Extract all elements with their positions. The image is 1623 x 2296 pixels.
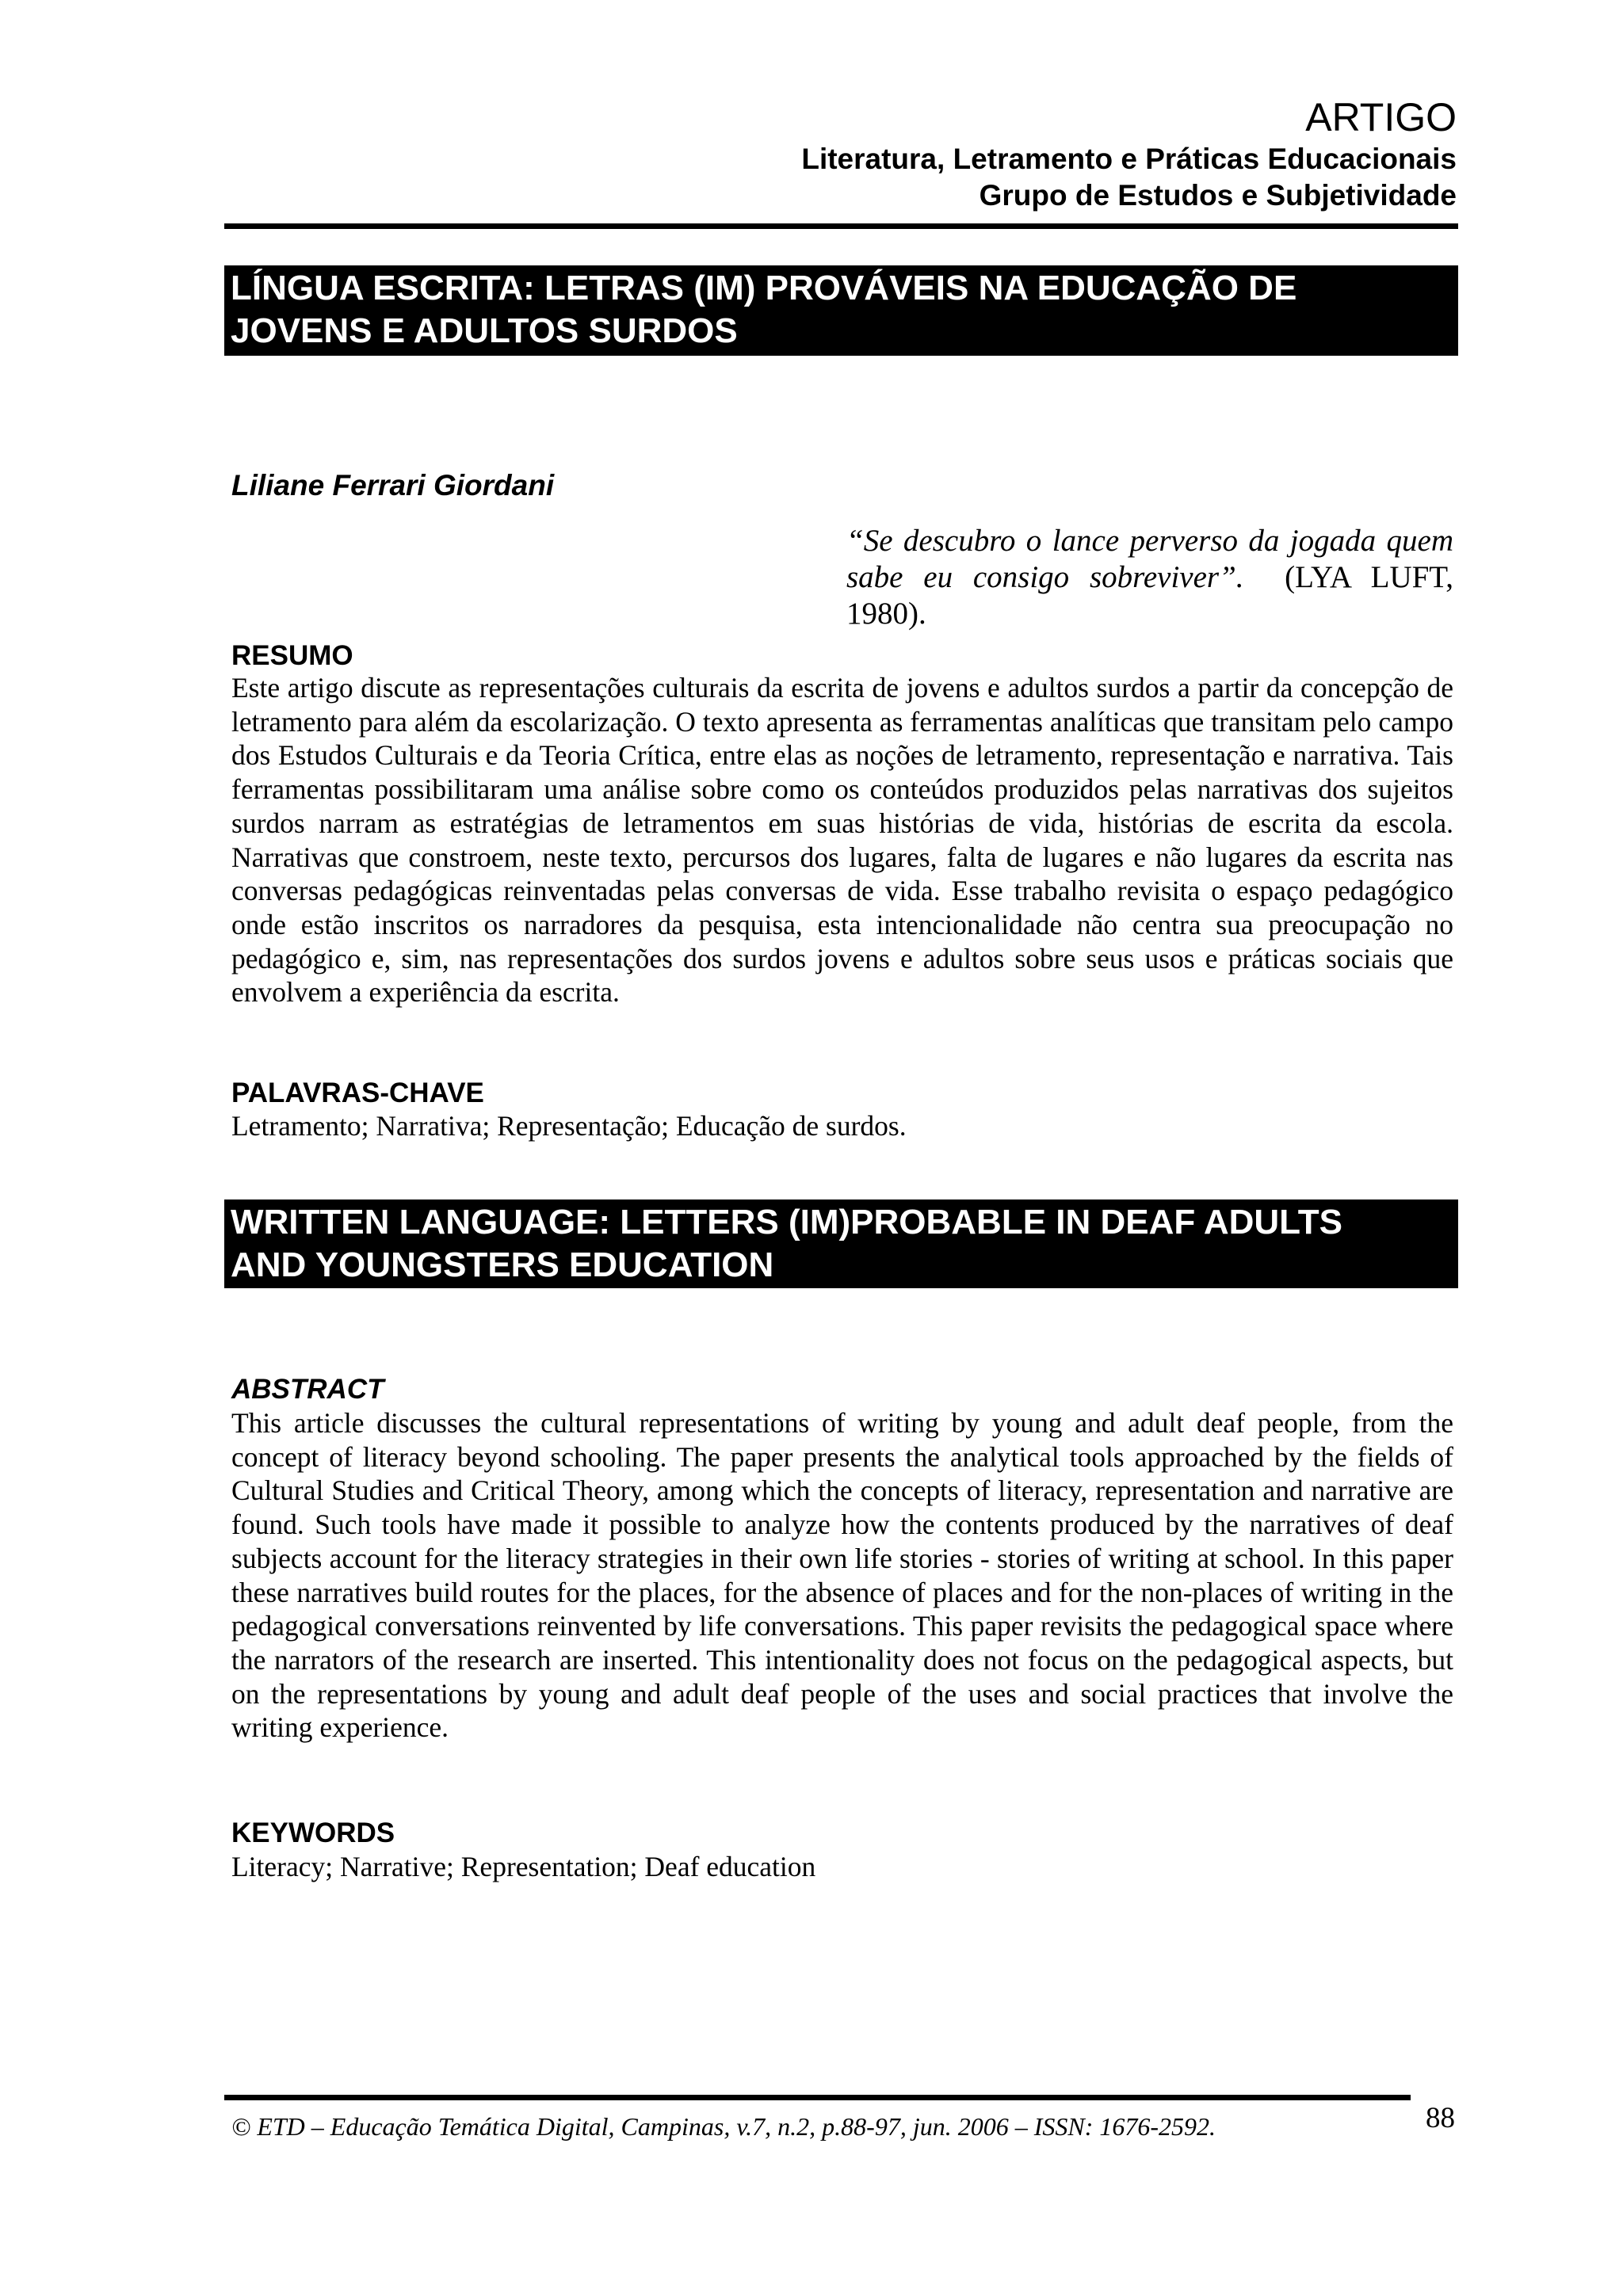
- abstract-text: This article discusses the cultural representations of writing by young and adult deaf people, from the concept of literacy beyond schooling. The paper presents the analytical tools approached by the fields of Cultural Studies and Critical Theory, among which the concepts of literacy, representation and narrative are found. Such tools have made it possible to analyze how the contents produced by the narratives of deaf subjects account for the literacy strategies in their own life stories - stories of writing at school. In this paper these narratives build routes for the places, for the absence of places and for the non-places of writing in the pedagogical conversations reinvented by life conversations. This paper revisits the pedagogical space where the narrators of the research are inserted. This intentionality does not focus on the pedagogical aspects, but on the representations by young and adult deaf people of the uses and social practices that involve the writing experience.: [231, 1407, 1453, 1744]
- palavras-chave-text: Letramento; Narrativa; Representação; Educação de surdos.: [231, 1110, 907, 1142]
- title-portuguese: [224, 265, 1458, 356]
- title-english: [224, 1199, 1458, 1288]
- epigraph-quote: “Se descubro o lance perverso da jogada quem sabe eu consigo sobreviver”.: [846, 524, 1453, 594]
- title-english-line1: WRITTEN LANGUAGE: LETTERS (IM)PROBABLE IN DEAF ADULTS: [231, 1203, 1343, 1241]
- section-subtitle: Literatura, Letramento e Práticas Educacionais: [801, 143, 1457, 175]
- abstract-heading: ABSTRACT: [231, 1374, 384, 1405]
- page-number: 88: [1426, 2102, 1455, 2134]
- article-type-label: ARTIGO: [1305, 95, 1457, 139]
- title-english-line2: AND YOUNGSTERS EDUCATION: [231, 1245, 774, 1284]
- palavras-chave-heading: PALAVRAS-CHAVE: [231, 1077, 484, 1108]
- title-portuguese-line2: JOVENS E ADULTOS SURDOS: [231, 311, 738, 350]
- keywords-text: Literacy; Narrative; Representation; Deaf education: [231, 1851, 816, 1882]
- group-subtitle: Grupo de Estudos e Subjetividade: [979, 179, 1457, 212]
- resumo-heading: RESUMO: [231, 640, 353, 671]
- author-name: Liliane Ferrari Giordani: [231, 469, 555, 502]
- epigraph-citation: (LYA LUFT, 1980).: [846, 560, 1453, 631]
- footer-citation: © ETD – Educação Temática Digital, Campinas, v.7, n.2, p.88-97, jun. 2006 – ISSN: 1676-2592.: [231, 2112, 1216, 2141]
- header-divider: [224, 223, 1458, 229]
- keywords-heading: KEYWORDS: [231, 1817, 395, 1848]
- journal-header: [228, 93, 1457, 214]
- title-portuguese-line1: LÍNGUA ESCRITA: LETRAS (IM) PROVÁVEIS NA EDUCAÇÃO DE: [231, 269, 1297, 307]
- resumo-text: Este artigo discute as representações culturais da escrita de jovens e adultos surdos a partir da concepção de letramento para além da escolarização. O texto apresenta as ferramentas analíticas que transitam pelo campo dos Estudos Culturais e da Teoria Crítica, entre elas as noções de letramento, representação e narrativa. Tais ferramentas possibilitaram uma análise sobre como os conteúdos produzidos pelas narrativas dos sujeitos surdos narram as estratégias de letramentos em suas histórias de vida, histórias de escrita da escola. Narrativas que constroem, neste texto, percursos dos lugares, falta de lugares e não lugares da escrita nas conversas pedagógicas reinventadas pelas conversas de vida. Esse trabalho revisita o espaço pedagógico onde estão inscritos os narradores da pesquisa, esta intencionalidade não centra sua preocupação no pedagógico e, sim, nas representações dos surdos jovens e adultos sobre seus usos e práticas sociais que envolvem a experiência da escrita.: [231, 672, 1453, 1009]
- epigraph: [846, 523, 1453, 632]
- footer-divider: [224, 2095, 1411, 2100]
